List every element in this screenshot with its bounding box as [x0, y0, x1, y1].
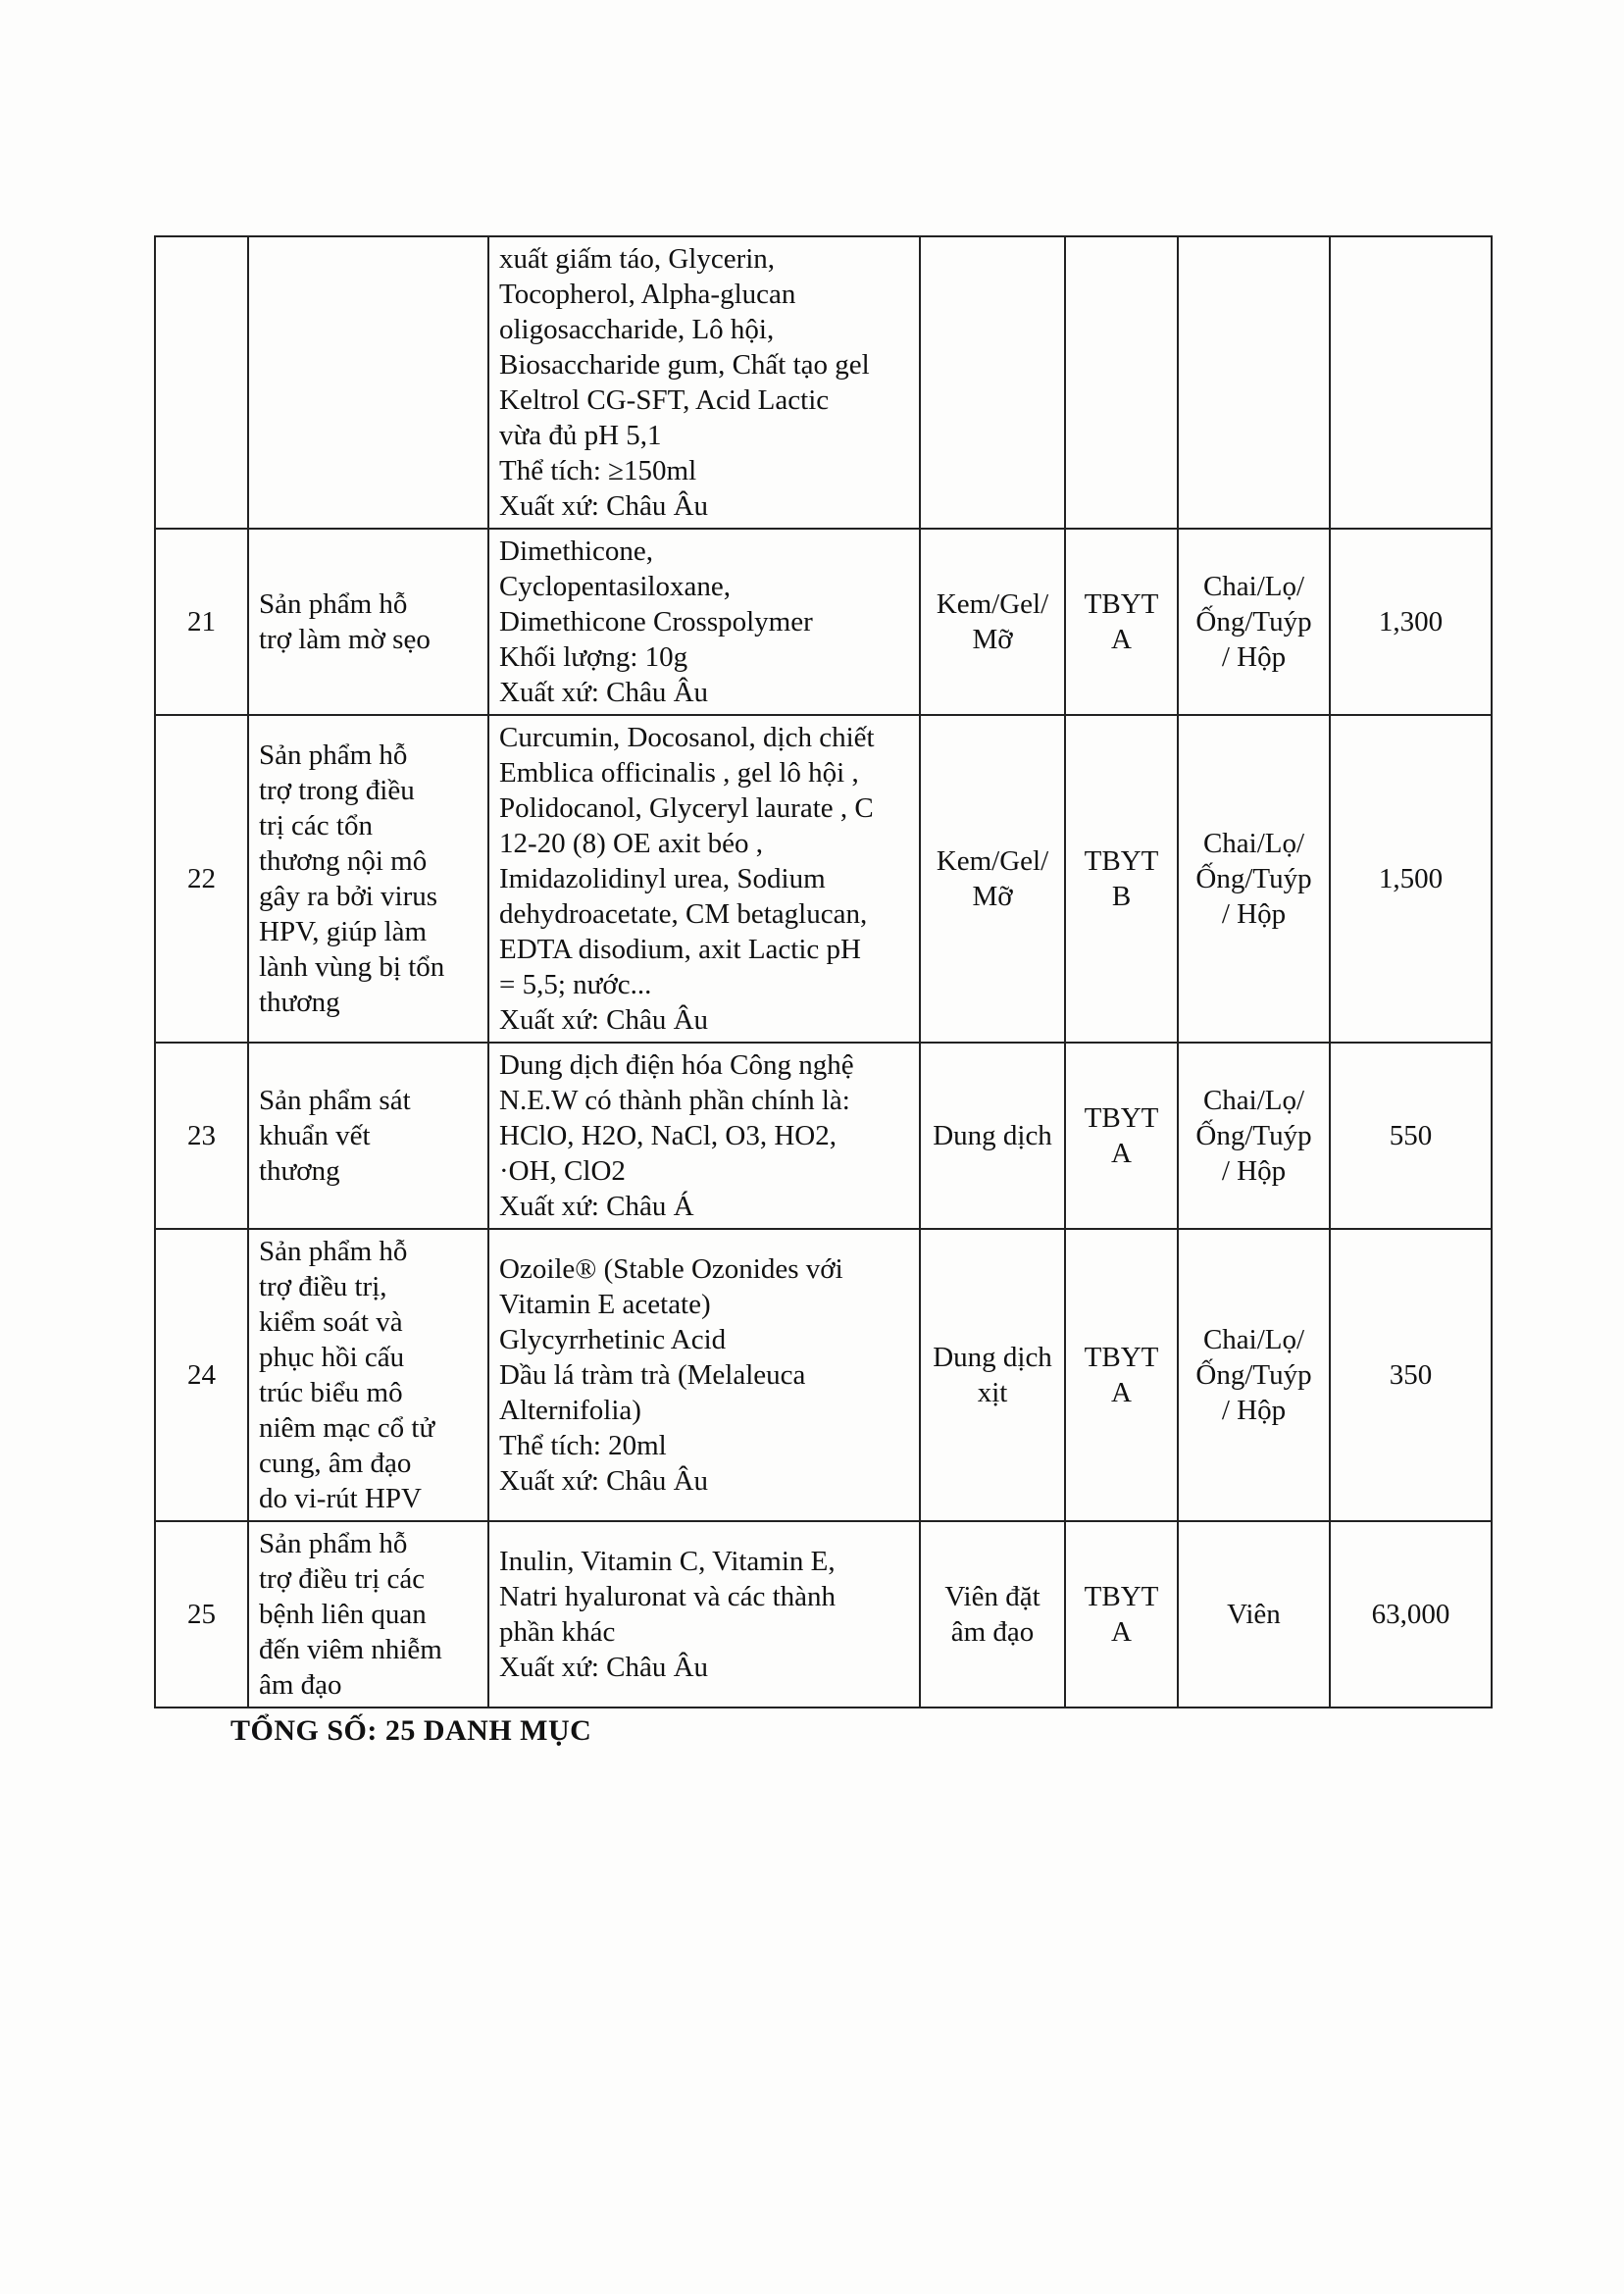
- cell-description-line: Xuất xứ: Châu Âu: [499, 1465, 709, 1497]
- cell-packaging: Chai/Lọ/ Ống/Tuýp / Hộp: [1178, 715, 1330, 1043]
- cell-description-line: Vitamin E acetate): [499, 1289, 711, 1320]
- cell-description-line: Khối lượng: 10g: [499, 641, 688, 673]
- cell-product-name: [248, 236, 488, 529]
- cell-description-line: Xuất xứ: Châu Á: [499, 1191, 694, 1222]
- cell-description: [488, 715, 920, 1043]
- cell-packaging: Chai/Lọ/ Ống/Tuýp / Hộp: [1178, 529, 1330, 715]
- cell-product-name: [248, 1043, 488, 1229]
- table-row: [155, 1521, 1492, 1708]
- cell-product-name-line: Sản phẩm sát: [259, 1085, 411, 1116]
- cell-dosage-form: Kem/Gel/ Mỡ: [920, 715, 1065, 1043]
- cell-product-name-line: phục hồi cấu: [259, 1342, 405, 1373]
- cell-number: 22: [155, 715, 248, 1043]
- cell-product-name-line: Sản phẩm hỗ: [259, 1236, 408, 1267]
- cell-dosage-form: Viên đặt âm đạo: [920, 1521, 1065, 1708]
- cell-description: [488, 1521, 920, 1708]
- cell-number: 23: [155, 1043, 248, 1229]
- cell-description-line: ·OH, ClO2: [499, 1155, 626, 1187]
- cell-description-line: Curcumin, Docosanol, dịch chiết: [499, 722, 875, 753]
- cell-product-name-line: âm đạo: [259, 1669, 342, 1701]
- table-row: [155, 715, 1492, 1043]
- cell-product-name-line: bệnh liên quan: [259, 1599, 427, 1630]
- cell-description-line: Xuất xứ: Châu Âu: [499, 1652, 709, 1683]
- cell-product-name-line: niêm mạc cổ tử: [259, 1412, 435, 1444]
- cell-product-name: [248, 529, 488, 715]
- cell-device-class: TBYT A: [1065, 1521, 1178, 1708]
- cell-description-line: Polidocanol, Glyceryl laurate , C: [499, 792, 874, 824]
- cell-product-name-line: trợ điều trị các: [259, 1563, 426, 1595]
- cell-description-line: Dung dịch điện hóa Công nghệ: [499, 1049, 854, 1081]
- cell-packaging: Chai/Lọ/ Ống/Tuýp / Hộp: [1178, 1229, 1330, 1521]
- cell-product-name-line: thương nội mô: [259, 845, 428, 877]
- cell-quantity: 550: [1330, 1043, 1492, 1229]
- cell-description-line: N.E.W có thành phần chính là:: [499, 1085, 850, 1116]
- cell-description: [488, 529, 920, 715]
- table-row: [155, 236, 1492, 529]
- cell-product-name-line: thương: [259, 1155, 340, 1187]
- table-row: [155, 1043, 1492, 1229]
- cell-description-line: Natri hyaluronat và các thành: [499, 1581, 837, 1612]
- cell-product-name-line: HPV, giúp làm: [259, 916, 428, 947]
- cell-description-line: Emblica officinalis , gel lô hội ,: [499, 757, 859, 789]
- product-table: [154, 235, 1493, 1708]
- cell-description-line: HClO, H2O, NaCl, O3, HO2,: [499, 1120, 837, 1151]
- cell-description-line: Thể tích: 20ml: [499, 1430, 667, 1461]
- cell-product-name-line: Sản phẩm hỗ: [259, 588, 408, 620]
- cell-number: 21: [155, 529, 248, 715]
- cell-description-line: Imidazolidinyl urea, Sodium: [499, 863, 826, 894]
- cell-product-name-line: trị các tổn: [259, 810, 373, 841]
- table-row: [155, 1229, 1492, 1521]
- cell-device-class: [1065, 236, 1178, 529]
- cell-packaging: [1178, 236, 1330, 529]
- cell-product-name-line: kiểm soát và: [259, 1306, 403, 1338]
- cell-device-class: TBYT A: [1065, 1229, 1178, 1521]
- cell-number: 24: [155, 1229, 248, 1521]
- cell-description-line: Alternifolia): [499, 1395, 641, 1426]
- cell-product-name-line: Sản phẩm hỗ: [259, 1528, 408, 1559]
- cell-description-line: Xuất xứ: Châu Âu: [499, 1004, 709, 1036]
- cell-description-line: Glycyrrhetinic Acid: [499, 1324, 727, 1355]
- cell-product-name-line: do vi-rút HPV: [259, 1483, 422, 1514]
- cell-dosage-form: [920, 236, 1065, 529]
- cell-product-name-line: thương: [259, 987, 340, 1018]
- cell-description-line: Xuất xứ: Châu Âu: [499, 677, 709, 708]
- cell-product-name-line: Sản phẩm hỗ: [259, 739, 408, 771]
- cell-description-line: vừa đủ pH 5,1: [499, 420, 662, 451]
- cell-description-line: Biosaccharide gum, Chất tạo gel: [499, 349, 870, 381]
- cell-description-line: phần khác: [499, 1616, 616, 1648]
- cell-product-name: [248, 1521, 488, 1708]
- cell-product-name: [248, 1229, 488, 1521]
- table-body: [155, 236, 1492, 1708]
- cell-description-line: Thể tích: ≥150ml: [499, 455, 697, 486]
- cell-description-line: = 5,5; nước...: [499, 969, 652, 1000]
- cell-description-line: Cyclopentasiloxane,: [499, 571, 731, 602]
- cell-description-line: Dimethicone,: [499, 535, 654, 567]
- cell-description-line: Keltrol CG-SFT, Acid Lactic: [499, 384, 830, 416]
- cell-packaging: Chai/Lọ/ Ống/Tuýp / Hộp: [1178, 1043, 1330, 1229]
- cell-packaging: Viên: [1178, 1521, 1330, 1708]
- cell-product-name-line: khuẩn vết: [259, 1120, 371, 1151]
- cell-device-class: TBYT A: [1065, 529, 1178, 715]
- table-row: [155, 529, 1492, 715]
- cell-description-line: 12-20 (8) OE axit béo ,: [499, 828, 763, 859]
- total-count-label: TỔNG SỐ: 25 DANH MỤC: [230, 1714, 592, 1747]
- cell-number: 25: [155, 1521, 248, 1708]
- cell-quantity: 63,000: [1330, 1521, 1492, 1708]
- cell-quantity: 350: [1330, 1229, 1492, 1521]
- cell-product-name-line: trợ làm mờ sẹo: [259, 624, 431, 655]
- cell-description: [488, 1043, 920, 1229]
- cell-dosage-form: Kem/Gel/ Mỡ: [920, 529, 1065, 715]
- cell-description-line: Dimethicone Crosspolymer: [499, 606, 813, 637]
- cell-quantity: 1,500: [1330, 715, 1492, 1043]
- cell-description-line: EDTA disodium, axit Lactic pH: [499, 934, 861, 965]
- cell-product-name-line: cung, âm đạo: [259, 1448, 412, 1479]
- cell-description-line: Dầu lá tràm trà (Melaleuca: [499, 1359, 806, 1391]
- cell-product-name-line: lành vùng bị tổn: [259, 951, 445, 983]
- cell-number: [155, 236, 248, 529]
- cell-description-line: Inulin, Vitamin C, Vitamin E,: [499, 1546, 836, 1577]
- cell-product-name-line: đến viêm nhiễm: [259, 1634, 442, 1665]
- cell-product-name-line: trúc biểu mô: [259, 1377, 403, 1408]
- cell-quantity: 1,300: [1330, 529, 1492, 715]
- cell-quantity: [1330, 236, 1492, 529]
- cell-description: [488, 236, 920, 529]
- cell-description-line: Tocopherol, Alpha-glucan: [499, 279, 796, 310]
- cell-description-line: Ozoile® (Stable Ozonides với: [499, 1253, 843, 1285]
- cell-product-name: [248, 715, 488, 1043]
- cell-dosage-form: Dung dịch xịt: [920, 1229, 1065, 1521]
- cell-product-name-line: gây ra bởi virus: [259, 881, 438, 912]
- cell-product-name-line: trợ trong điều: [259, 775, 415, 806]
- cell-device-class: TBYT B: [1065, 715, 1178, 1043]
- cell-description-line: dehydroacetate, CM betaglucan,: [499, 898, 868, 930]
- cell-description-line: oligosaccharide, Lô hội,: [499, 314, 775, 345]
- cell-description: [488, 1229, 920, 1521]
- cell-dosage-form: Dung dịch: [920, 1043, 1065, 1229]
- cell-product-name-line: trợ điều trị,: [259, 1271, 387, 1302]
- cell-device-class: TBYT A: [1065, 1043, 1178, 1229]
- cell-description-line: xuất giấm táo, Glycerin,: [499, 243, 776, 275]
- cell-description-line: Xuất xứ: Châu Âu: [499, 490, 709, 522]
